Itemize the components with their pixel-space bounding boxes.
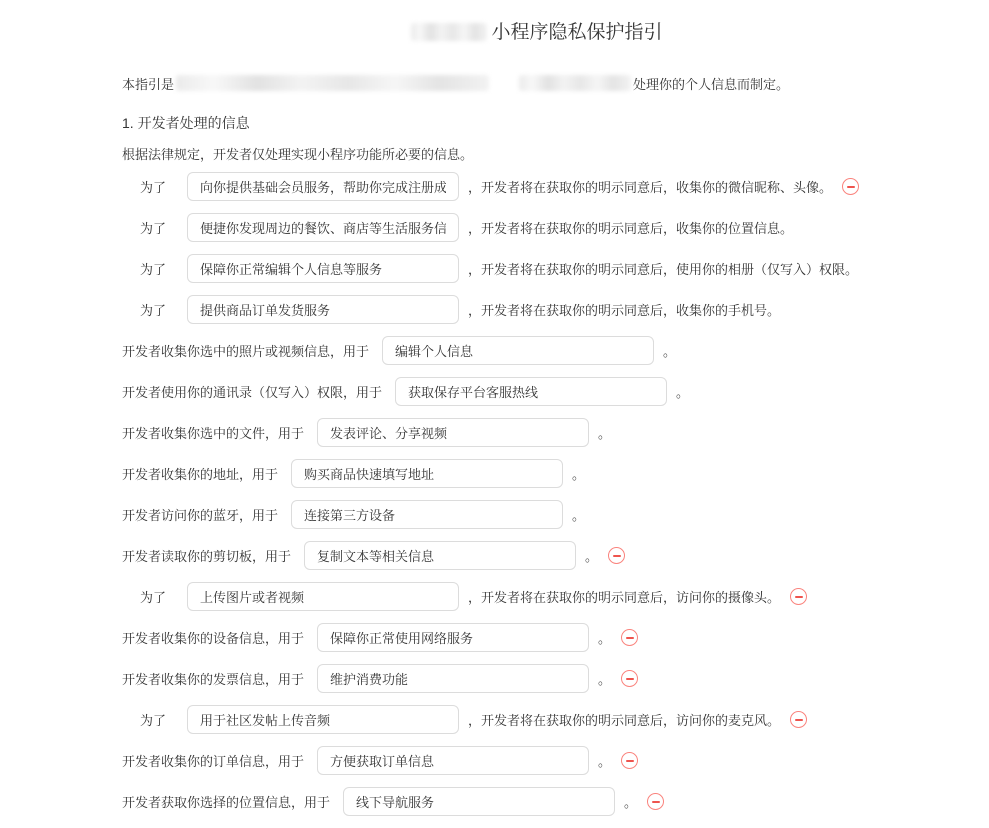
minus-circle-icon [613,555,621,557]
row-prefix: 为了 [140,303,167,318]
remove-item-button[interactable] [790,588,807,605]
row-suffix: ，开发者将在获取你的明示同意后，收集你的微信昵称、头像。 [468,180,833,195]
remove-item-button[interactable] [790,711,807,728]
purpose-input[interactable] [187,254,459,283]
privacy-rows [122,172,989,816]
page-title-text: 小程序隐私保护指引 [491,22,663,43]
purpose-input[interactable] [382,336,654,365]
section-heading: 1. 开发者处理的信息 [122,115,250,131]
privacy-item-row [122,295,989,324]
row-prefix: 开发者收集你选中的文件，用于 [122,426,305,441]
row-prefix: 开发者访问你的蓝牙，用于 [122,508,279,523]
minus-circle-icon [795,596,803,598]
privacy-item-row [122,541,989,570]
row-prefix: 为了 [140,180,167,195]
purpose-input[interactable] [343,787,615,816]
row-suffix: 。 [624,795,638,810]
row-suffix: 。 [585,549,599,564]
privacy-item-row [122,664,989,693]
minus-circle-icon [847,186,855,188]
remove-item-button[interactable] [842,178,859,195]
privacy-item-row [122,500,989,529]
privacy-item-row [122,213,989,242]
redacted-app-name [411,23,487,41]
row-suffix: 。 [598,754,612,769]
row-prefix: 开发者收集你选中的照片或视频信息，用于 [122,344,370,359]
redacted-text [519,75,631,91]
row-prefix: 开发者读取你的剪切板，用于 [122,549,292,564]
row-suffix: ，开发者将在获取你的明示同意后，访问你的麦克风。 [468,713,781,728]
privacy-item-row [122,336,989,365]
row-prefix: 为了 [140,262,167,277]
minus-circle-icon [626,637,634,639]
row-prefix: 开发者收集你的设备信息，用于 [122,631,305,646]
remove-item-button[interactable] [621,629,638,646]
section-intro: 根据法律规定，开发者仅处理实现小程序功能所必要的信息。 [122,147,474,162]
row-suffix: 。 [663,344,677,359]
purpose-input[interactable] [395,377,667,406]
remove-item-button[interactable] [647,793,664,810]
purpose-input[interactable] [291,500,563,529]
privacy-item-row [122,172,989,201]
row-prefix: 开发者获取你选择的位置信息，用于 [122,795,331,810]
privacy-item-row [122,459,989,488]
purpose-input[interactable] [304,541,576,570]
purpose-input[interactable] [317,664,589,693]
purpose-input[interactable] [187,705,459,734]
row-suffix: 。 [598,631,612,646]
privacy-item-row [122,254,989,283]
minus-circle-icon [652,801,660,803]
row-suffix: ，开发者将在获取你的明示同意后，访问你的摄像头。 [468,590,781,605]
privacy-item-row [122,418,989,447]
purpose-input[interactable] [317,623,589,652]
privacy-item-row [122,582,989,611]
intro-prefix-text: 本指引是 [122,76,175,92]
row-suffix: 。 [676,385,690,400]
row-suffix: 。 [572,467,586,482]
privacy-item-row [122,705,989,734]
purpose-input[interactable] [317,418,589,447]
minus-circle-icon [626,678,634,680]
row-suffix: 。 [572,508,586,523]
row-suffix: 。 [598,672,612,687]
row-prefix: 开发者收集你的地址，用于 [122,467,279,482]
purpose-input[interactable] [187,172,459,201]
minus-circle-icon [795,719,803,721]
row-prefix: 开发者收集你的订单信息，用于 [122,754,305,769]
remove-item-button[interactable] [608,547,625,564]
remove-item-button[interactable] [621,670,638,687]
page-title [122,20,952,46]
purpose-input[interactable] [187,213,459,242]
row-suffix: 。 [598,426,612,441]
purpose-input[interactable] [291,459,563,488]
remove-item-button[interactable] [621,752,638,769]
row-prefix: 为了 [140,221,167,236]
privacy-item-row [122,623,989,652]
purpose-input[interactable] [187,295,459,324]
row-prefix: 为了 [140,713,167,728]
row-suffix: ，开发者将在获取你的明示同意后，收集你的手机号。 [468,303,781,318]
row-prefix: 开发者使用你的通讯录（仅写入）权限，用于 [122,385,383,400]
intro-paragraph [122,75,989,91]
intro-suffix-text: 处理你的个人信息而制定。 [633,76,790,92]
purpose-input[interactable] [187,582,459,611]
row-suffix: ，开发者将在获取你的明示同意后，收集你的位置信息。 [468,221,794,236]
privacy-item-row [122,377,989,406]
row-prefix: 开发者收集你的发票信息，用于 [122,672,305,687]
purpose-input[interactable] [317,746,589,775]
minus-circle-icon [626,760,634,762]
redacted-developer-name [176,75,489,91]
row-suffix: ，开发者将在获取你的明示同意后，使用你的相册（仅写入）权限。 [468,262,859,277]
privacy-item-row [122,746,989,775]
privacy-item-row [122,787,989,816]
row-prefix: 为了 [140,590,167,605]
